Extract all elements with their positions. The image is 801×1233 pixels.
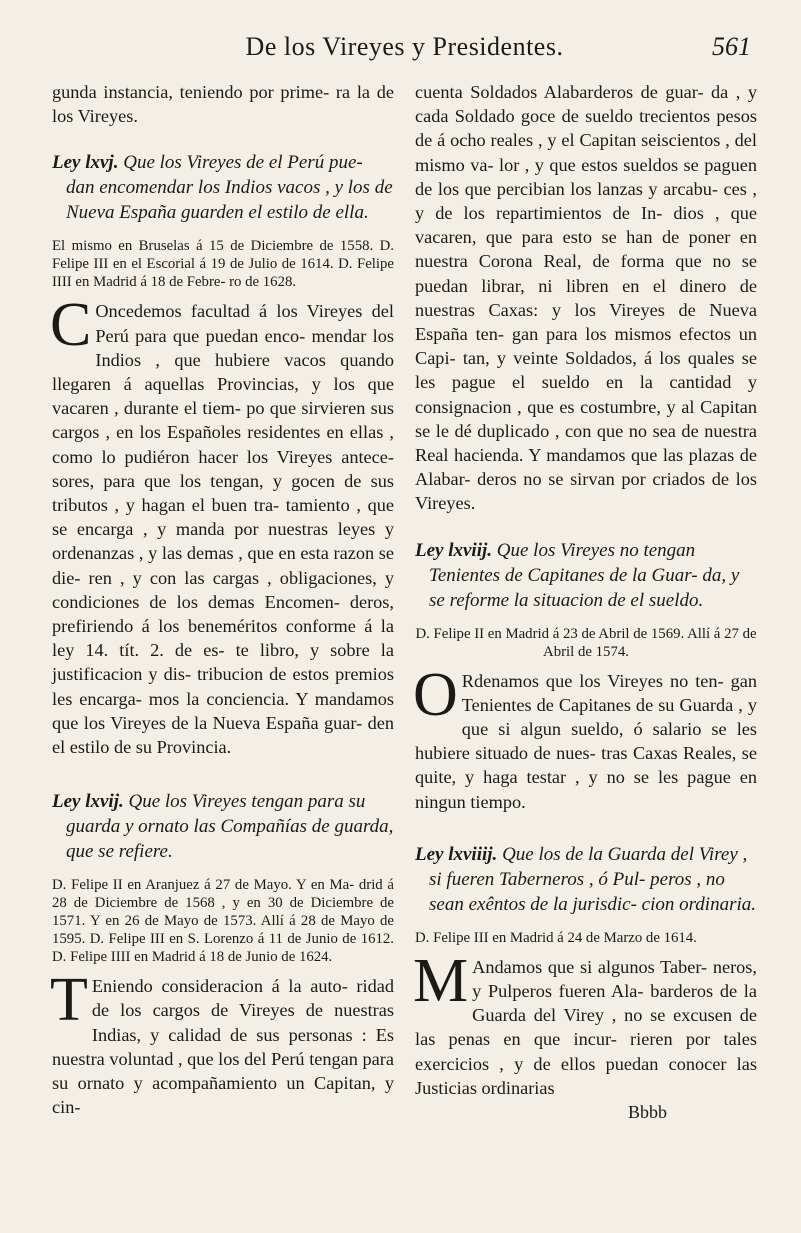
law-citation: D. Felipe II en Aranjuez á 27 de Mayo. Y en Ma- drid á 28 de Diciembre de 1568 , y en 30 de Diciembre de 1571. Y en 26 de Mayo de 1573. Allí á 28 de Mayo de 1595. D. Felipe III en S. Lorenzo á 11 de Junio de 1612. D. Felipe IIII en Madrid á 18 de Junio de 1624. xyxy=(52,877,394,966)
law-number: Ley lxviij. xyxy=(415,539,493,561)
law-body xyxy=(50,966,394,1119)
law-number: Ley lxviiij. xyxy=(415,843,498,865)
drop-cap: M xyxy=(413,946,469,1015)
law-body xyxy=(50,291,394,759)
law-text: Rdenamos que los Vireyes no ten- gan Tenientes de Capitanes de su Guarda , y que si algun sueldo, ó salario se les hubiere situado de nues- tras Caxas Reales, se quite, y haga testar , y no se les pague en ningun tiempo. xyxy=(415,670,757,812)
drop-cap: T xyxy=(50,966,88,1035)
page-number: 561 xyxy=(712,32,751,61)
running-title: De los Vireyes y Presidentes. xyxy=(245,32,564,61)
law-heading xyxy=(52,789,394,864)
continuation-text: cuenta Soldados Alabarderos de guar- da , y cada Soldado goce de sueldo trecientos pesos de á ocho reales , y el Capitan seiscientos , del mismo va- lor , y que estos sueldos se paguen de los que percibian los lanzas y arcabu- ces , y de los repartimientos de In- dios , que vacaren, que para esto se han de poner en nuestra Corona Real, de forma que no se puedan librar, ni libren en el dinero de nuestras Caxas: y los Vireyes de Nueva España ten- gan para los mismos efectos un Capi- tan, y veinte Soldados, á los quales se les pague el sueldo en la cantidad y consignacion , que es costumbre, y al Capitan se le dé duplicado , con que no sea de nuestra Real hacienda. Y mandamos que las plazas de Alabar- deros no se sirvan por criados de los Vireyes. xyxy=(415,82,757,514)
law-body xyxy=(413,946,757,1100)
drop-cap: C xyxy=(50,291,92,360)
law-title: Que los Vireyes de el Perú pue- dan encomendar los Indios vacos , y los de Nueva España guarden el estilo de ella. xyxy=(66,152,393,224)
law-lxvj xyxy=(52,150,394,759)
law-title: Que los Vireyes no tengan Tenientes de Capitanes de la Guar- da, y se reforme la situacion de el sueldo. xyxy=(429,539,740,611)
drop-cap: O xyxy=(413,660,458,729)
law-body xyxy=(413,660,757,814)
catchword: Bbbb xyxy=(627,1102,667,1123)
law-lxvij xyxy=(52,789,394,1119)
law-heading xyxy=(415,842,757,917)
law-citation: El mismo en Bruselas á 15 de Diciembre de 1558. D. Felipe III en el Escorial á 19 de Julio de 1614. D. Felipe IIII en Madrid á 18 de Febre- ro de 1628. xyxy=(52,238,394,291)
law-text: Oncedemos facultad á los Vireyes del Perú para que puedan enco- mendar los Indios , que hubiere vacos quando llegaren á aquellas Provincias, y los que vacaren , durante el tiem- po que sirvieren sus cargos , en los Españoles residentes en ellas , como lo pudiéron hacer los Vireyes antece- sores, para que los tengan, y gocen de sus tributos , y hagan el buen tra- tamiento , que se encarga , y manda por nuestras leyes y ordenanzas , y las demas , que en esta razon se die- ren , y con las cargas , obligaciones, y condiciones de los demas Encomen- deros, prefiriendo á los beneméritos conforme á la ley 14. tít. 2. de es- te libro, y sobre la justificacion y dis- tribucion de estos premios les encarga- mos la conciencia. Y mandamos que los Vireyes de la Nueva España guar- den el estilo de su Provincia. xyxy=(52,301,394,758)
law-heading xyxy=(52,150,394,225)
law-number: Ley lxvj. xyxy=(52,152,119,174)
running-head xyxy=(52,32,757,80)
law-title: Que los Vireyes tengan para su guarda y ornato las Compañías de guarda, que se refiere. xyxy=(66,791,394,863)
law-text: Eniendo consideracion á la auto- ridad de los cargos de Vireyes de nuestras Indias, y calidad de sus personas : Es nuestra voluntad , que los del Perú tengan para su ornato y acompañamiento un Capitan, y cin- xyxy=(52,976,394,1118)
law-title: Que los de la Guarda del Virey , si fueren Taberneros , ó Pul- peros , no sean exêntos de la jurisdic- cion ordinaria. xyxy=(429,843,756,915)
continuation-text: gunda instancia, teniendo por prime- ra la de los Vireyes. xyxy=(52,82,394,127)
text-columns xyxy=(52,80,757,1123)
left-column xyxy=(52,80,394,1123)
law-number: Ley lxvij. xyxy=(52,791,124,813)
law-citation: D. Felipe II en Madrid á 23 de Abril de 1569. Allí á 27 de Abril de 1574. xyxy=(415,625,757,660)
law-citation: D. Felipe III en Madrid á 24 de Marzo de 1614. xyxy=(415,929,697,946)
right-column xyxy=(415,80,757,1123)
law-heading xyxy=(415,538,757,613)
law-text: Andamos que si algunos Taber- neros, y Pulperos fueren Ala- barderos de la Guarda del Virey , no se excusen de las penas en que incur- rieren por tales exercicios , y de ellos puedan conocer las Justicias ordinarias xyxy=(415,956,757,1098)
law-lxviiij xyxy=(415,842,757,1100)
law-lxviij xyxy=(415,538,757,814)
